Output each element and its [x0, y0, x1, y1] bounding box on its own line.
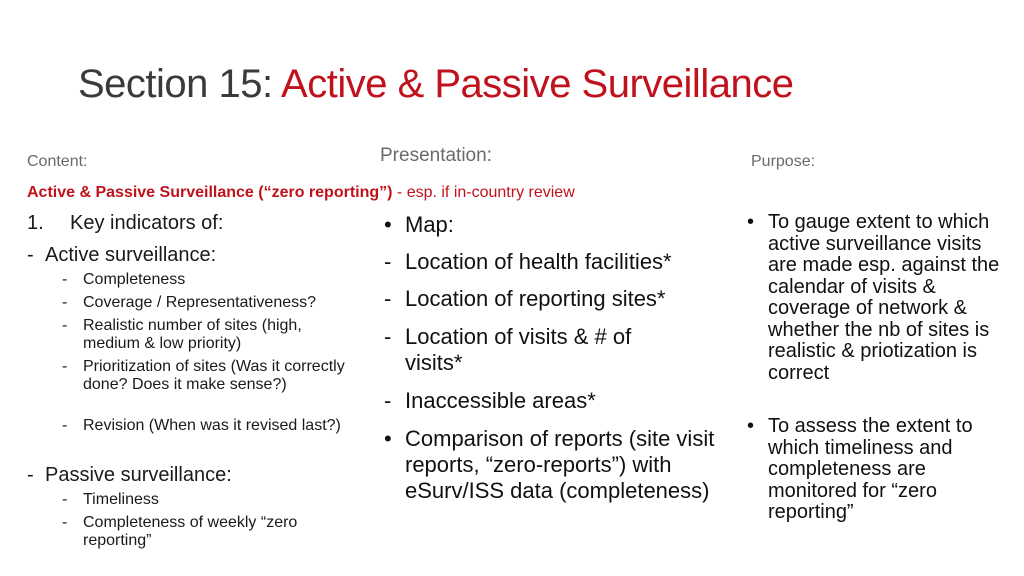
item-text: To gauge extent to which active surveillance visits are made esp. against the calendar of visits & coverage of network & whether the nb of sites is realistic & priotization is correct	[768, 211, 1000, 384]
list-item	[62, 491, 362, 509]
subtitle-note: - esp. if in-country review	[392, 184, 575, 201]
dash-marker: -	[384, 324, 392, 349]
list-item	[384, 388, 729, 414]
dash-marker: -	[62, 294, 68, 311]
item-text: Comparison of reports (site visit reports, “zero-reports”) with eSurv/ISS data (completeness)	[405, 426, 715, 503]
item-text: Location of health facilities*	[405, 249, 672, 274]
passive-label: Passive surveillance:	[45, 464, 232, 486]
bullet-marker: •	[747, 415, 755, 437]
item-text: To assess the extent to which timeliness and completeness are monitored for “zero reporting”	[768, 415, 973, 523]
dash-marker: -	[27, 464, 34, 486]
list-item	[384, 286, 729, 312]
list-item	[62, 271, 362, 289]
purpose-item	[747, 416, 1015, 524]
list-item	[62, 294, 362, 312]
dash-marker: -	[384, 286, 392, 311]
list-item	[62, 358, 347, 394]
dash-marker: -	[62, 417, 68, 434]
bullet-marker: •	[384, 212, 392, 237]
item-text: Location of visits & # of visits*	[405, 324, 632, 375]
list-item	[384, 249, 729, 275]
dash-marker: -	[62, 358, 68, 375]
map-item	[384, 212, 724, 238]
active-label: Active surveillance:	[45, 244, 217, 266]
dash-marker: -	[62, 317, 68, 334]
presentation-header: Presentation:	[380, 145, 492, 166]
purpose-item	[747, 212, 1015, 384]
list-item	[62, 514, 347, 550]
dash-marker: -	[384, 388, 392, 413]
list-item	[384, 324, 684, 376]
dash-marker: -	[27, 244, 34, 266]
item-text: Completeness of weekly “zero reporting”	[83, 514, 298, 549]
item-text: Inaccessible areas*	[405, 388, 596, 413]
item-text: Completeness	[83, 271, 186, 288]
item-text: Prioritization of sites (Was it correctly done? Does it make sense?)	[83, 358, 345, 393]
subtitle-bold: Active & Passive Surveillance (“zero reporting”)	[27, 184, 393, 201]
purpose-header: Purpose:	[751, 153, 816, 170]
dash-marker: -	[62, 491, 68, 508]
page-title	[78, 58, 793, 110]
item-text: Revision (When was it revised last?)	[83, 417, 341, 434]
dash-marker: -	[62, 271, 68, 288]
dash-marker: -	[62, 514, 68, 531]
content-header: Content:	[27, 153, 88, 170]
bullet-marker: •	[747, 211, 755, 233]
list-item	[62, 417, 357, 435]
bullet-marker: •	[384, 426, 392, 451]
dash-marker: -	[384, 249, 392, 274]
item-text: Realistic number of sites (high, medium & low priority)	[83, 317, 302, 352]
title-prefix: Section 15:	[78, 62, 282, 106]
item-text: Location of reporting sites*	[405, 286, 666, 311]
item-text: Coverage / Representativeness?	[83, 294, 317, 311]
section-subtitle	[27, 184, 575, 202]
list-item	[62, 317, 357, 353]
comparison-item	[384, 426, 729, 504]
title-highlight: Active & Passive Surveillance	[281, 62, 794, 106]
numbered-label: Key indicators of:	[70, 212, 224, 234]
map-label: Map:	[405, 212, 454, 237]
number-marker: 1.	[27, 212, 44, 234]
item-text: Timeliness	[83, 491, 159, 508]
